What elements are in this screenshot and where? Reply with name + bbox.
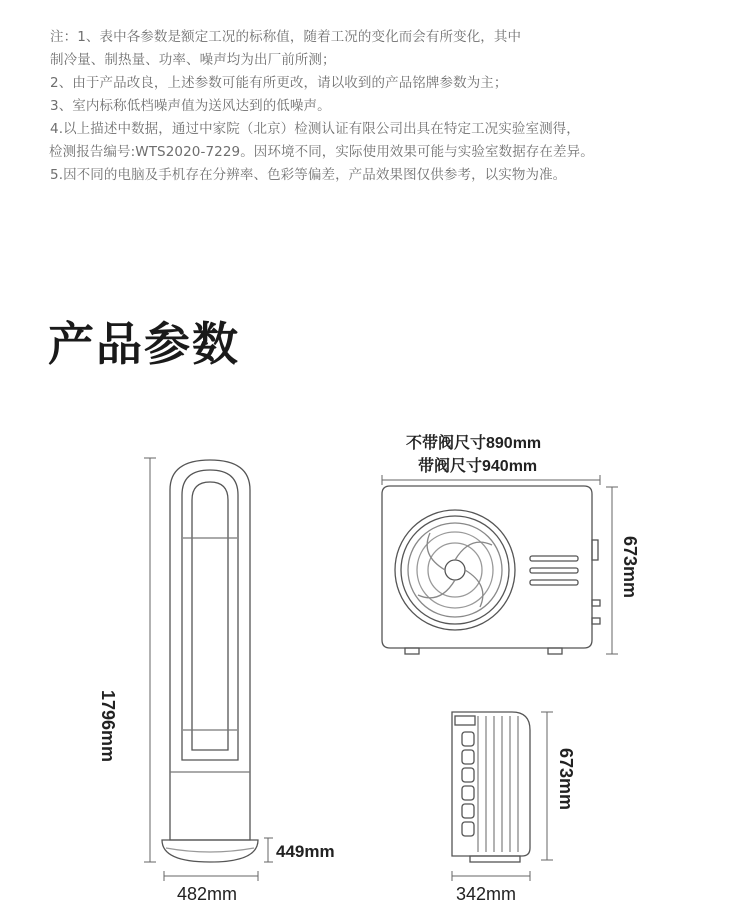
outdoor-side-height-dimension — [541, 712, 553, 860]
outdoor-width-with-valve-label: 带阀尺寸940mm — [418, 458, 538, 475]
note-line: 3、室内标称低档噪声值为送风达到的低噪声。 — [50, 98, 331, 114]
note-line: 注：1、表中各参数是额定工况的标称值，随着工况的变化而会有所变化，其中 — [50, 29, 522, 45]
indoor-width-label: 482mm — [177, 884, 238, 904]
note-line: 检测报告编号:WTS2020-7229。因环境不同，实际使用效果可能与实验室数据存在差异。 — [49, 144, 594, 160]
outdoor-width-no-valve-label: 不带阀尺寸890mm — [406, 435, 542, 452]
outdoor-height-label: 673mm — [620, 536, 640, 599]
indoor-base-dimension — [264, 838, 273, 862]
outdoor-side-depth-label: 342mm — [456, 884, 517, 904]
note-line: 5.因不同的电脑及手机存在分辨率、色彩等偏差，产品效果图仅供参考，以实物为准。 — [50, 167, 567, 183]
indoor-base-height-label: 449mm — [276, 842, 335, 861]
section-title: 产品参数 — [48, 317, 240, 371]
outdoor-side-height-label: 673mm — [556, 748, 576, 811]
indoor-unit-illustration — [162, 460, 258, 862]
indoor-height-dimension — [144, 458, 156, 862]
outdoor-side-depth-dimension — [452, 871, 530, 881]
indoor-height-label: 1796mm — [98, 690, 118, 763]
note-line: 制冷量、制热量、功率、噪声均为出厂前所测； — [50, 52, 336, 68]
outdoor-height-dimension — [606, 487, 618, 654]
indoor-width-dimension — [164, 871, 258, 881]
note-line: 4.以上描述中数据，通过中家院（北京）检测认证有限公司出具在特定工况实验室测得， — [50, 121, 580, 137]
note-line: 2、由于产品改良，上述参数可能有所更改，请以收到的产品铭牌参数为主； — [50, 75, 508, 91]
outdoor-unit-side-illustration — [452, 712, 530, 862]
outdoor-width-dimension — [382, 475, 600, 485]
outdoor-unit-front-illustration — [382, 486, 600, 654]
